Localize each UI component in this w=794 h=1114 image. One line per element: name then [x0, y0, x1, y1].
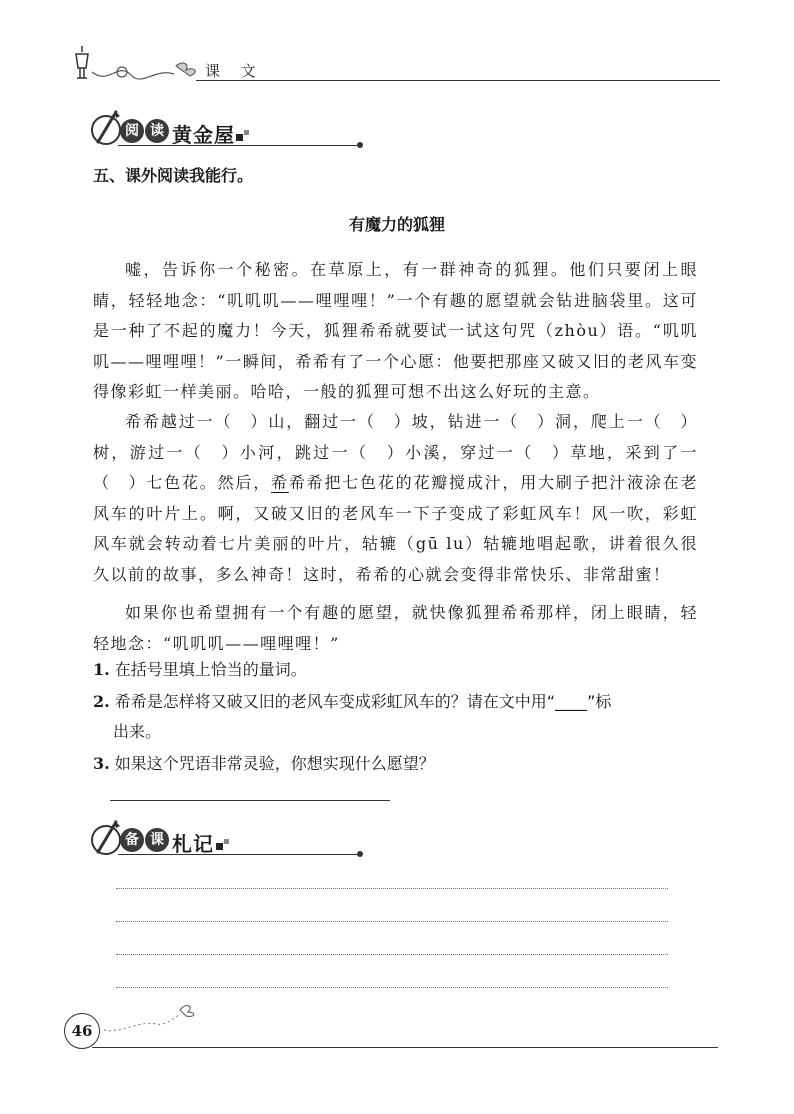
- notes-banner-title: 札记: [172, 832, 214, 856]
- footer-rule: [92, 1047, 718, 1048]
- story-paragraph-1: 嘘，告诉你一个秘密。在草原上，有一群神奇的狐狸。他们只要闭上眼睛，轻轻地念：“叽叽叽——哩哩哩！”一个有趣的愿望就会钻进脑袋里。这可是一种了不起的魔力！今天，狐狸希希就要试一试这句咒（zhòu）语。“叽叽叽——哩哩哩！”一瞬间，希希有了一个心愿：他要把那座又破又旧的老风车变得像彩虹一样美丽。哈哈，一般的狐狸可想不出这么好玩的主意。: [93, 260, 698, 401]
- footer-butterfly-icon: [100, 1000, 200, 1040]
- story-paragraph-2: [93, 407, 698, 590]
- question-2-text: 希希是怎样将又破又旧的老风车变成彩虹风车的？请在文中用“____”标: [114, 692, 612, 711]
- question-3-text: 如果这个咒语非常灵验，你想实现什么愿望？: [114, 754, 435, 773]
- story-paragraph-3: 如果你也希望拥有一个有趣的愿望，就快像狐狸希希那样，闭上眼睛，轻轻地念：“叽叽叽——哩哩哩！”: [93, 603, 698, 653]
- reading-banner-dot: [357, 142, 363, 148]
- reading-banner-rule: [118, 145, 358, 146]
- question-2-num: 2.: [93, 692, 110, 711]
- header-section-label: 课 文: [205, 62, 264, 80]
- question-1: [93, 655, 698, 685]
- notes-badge-1: 备: [120, 828, 144, 852]
- notes-banner-brush-icon: [90, 818, 122, 862]
- question-2-cont: 出来。: [113, 722, 162, 741]
- reading-badge-2: 读: [145, 119, 169, 143]
- story-paragraph-2c-text: 风一吹，彩虹风车就会转动着七片美丽的叶片，轱辘（gū lu）轱辘地唱起歌，讲着很久很久以前的故事，多么神奇！这时，希希的心就会变得非常快乐、非常甜蜜！: [93, 503, 698, 584]
- notes-line-1[interactable]: [116, 888, 668, 889]
- question-2: [93, 687, 698, 747]
- banner-square-light: [244, 130, 249, 135]
- story-paragraph-2b-text: 希希把七色花的花瓣搅成汁，用大刷子把汁液涂在老风车的叶片上。啊，又破又旧的老风车一下子变成了彩虹风车！: [93, 473, 698, 523]
- banner-square-dark: [236, 134, 243, 141]
- question-3-num: 3.: [93, 754, 110, 773]
- header-rule: [196, 80, 720, 81]
- header-lantern-icon: [70, 42, 210, 96]
- notes-square-dark: [216, 843, 223, 850]
- answer-line[interactable]: [110, 800, 390, 801]
- notes-banner-rule: [118, 854, 358, 855]
- notes-line-3[interactable]: [116, 954, 668, 955]
- story-paragraph-2-text: 希希越过一（ ）山，翻过一（ ）坡，钻进一（ ）洞，爬上一（ ）树，游过一（ ）小河，跳过一（ ）小溪，穿过一（ ）草地，采到了一（ ）七色花。然后，: [93, 412, 698, 492]
- question-heading: 五、课外阅读我能行。: [93, 166, 254, 185]
- notes-square-light: [224, 839, 229, 844]
- question-1-text: 在括号里填上恰当的量词。: [114, 660, 307, 679]
- page-number: 46: [64, 1013, 100, 1049]
- notes-badge-2: 课: [145, 828, 169, 852]
- question-1-num: 1.: [93, 660, 110, 679]
- question-3: [93, 749, 698, 779]
- notes-line-2[interactable]: [116, 921, 668, 922]
- reading-badge-1: 阅: [120, 119, 144, 143]
- story-title: 有魔力的狐狸: [348, 215, 445, 234]
- reading-banner-title: 黄金屋: [172, 123, 235, 147]
- notes-line-4[interactable]: [116, 987, 668, 988]
- notes-banner-dot: [357, 851, 363, 857]
- underlined-char: 希: [271, 473, 289, 492]
